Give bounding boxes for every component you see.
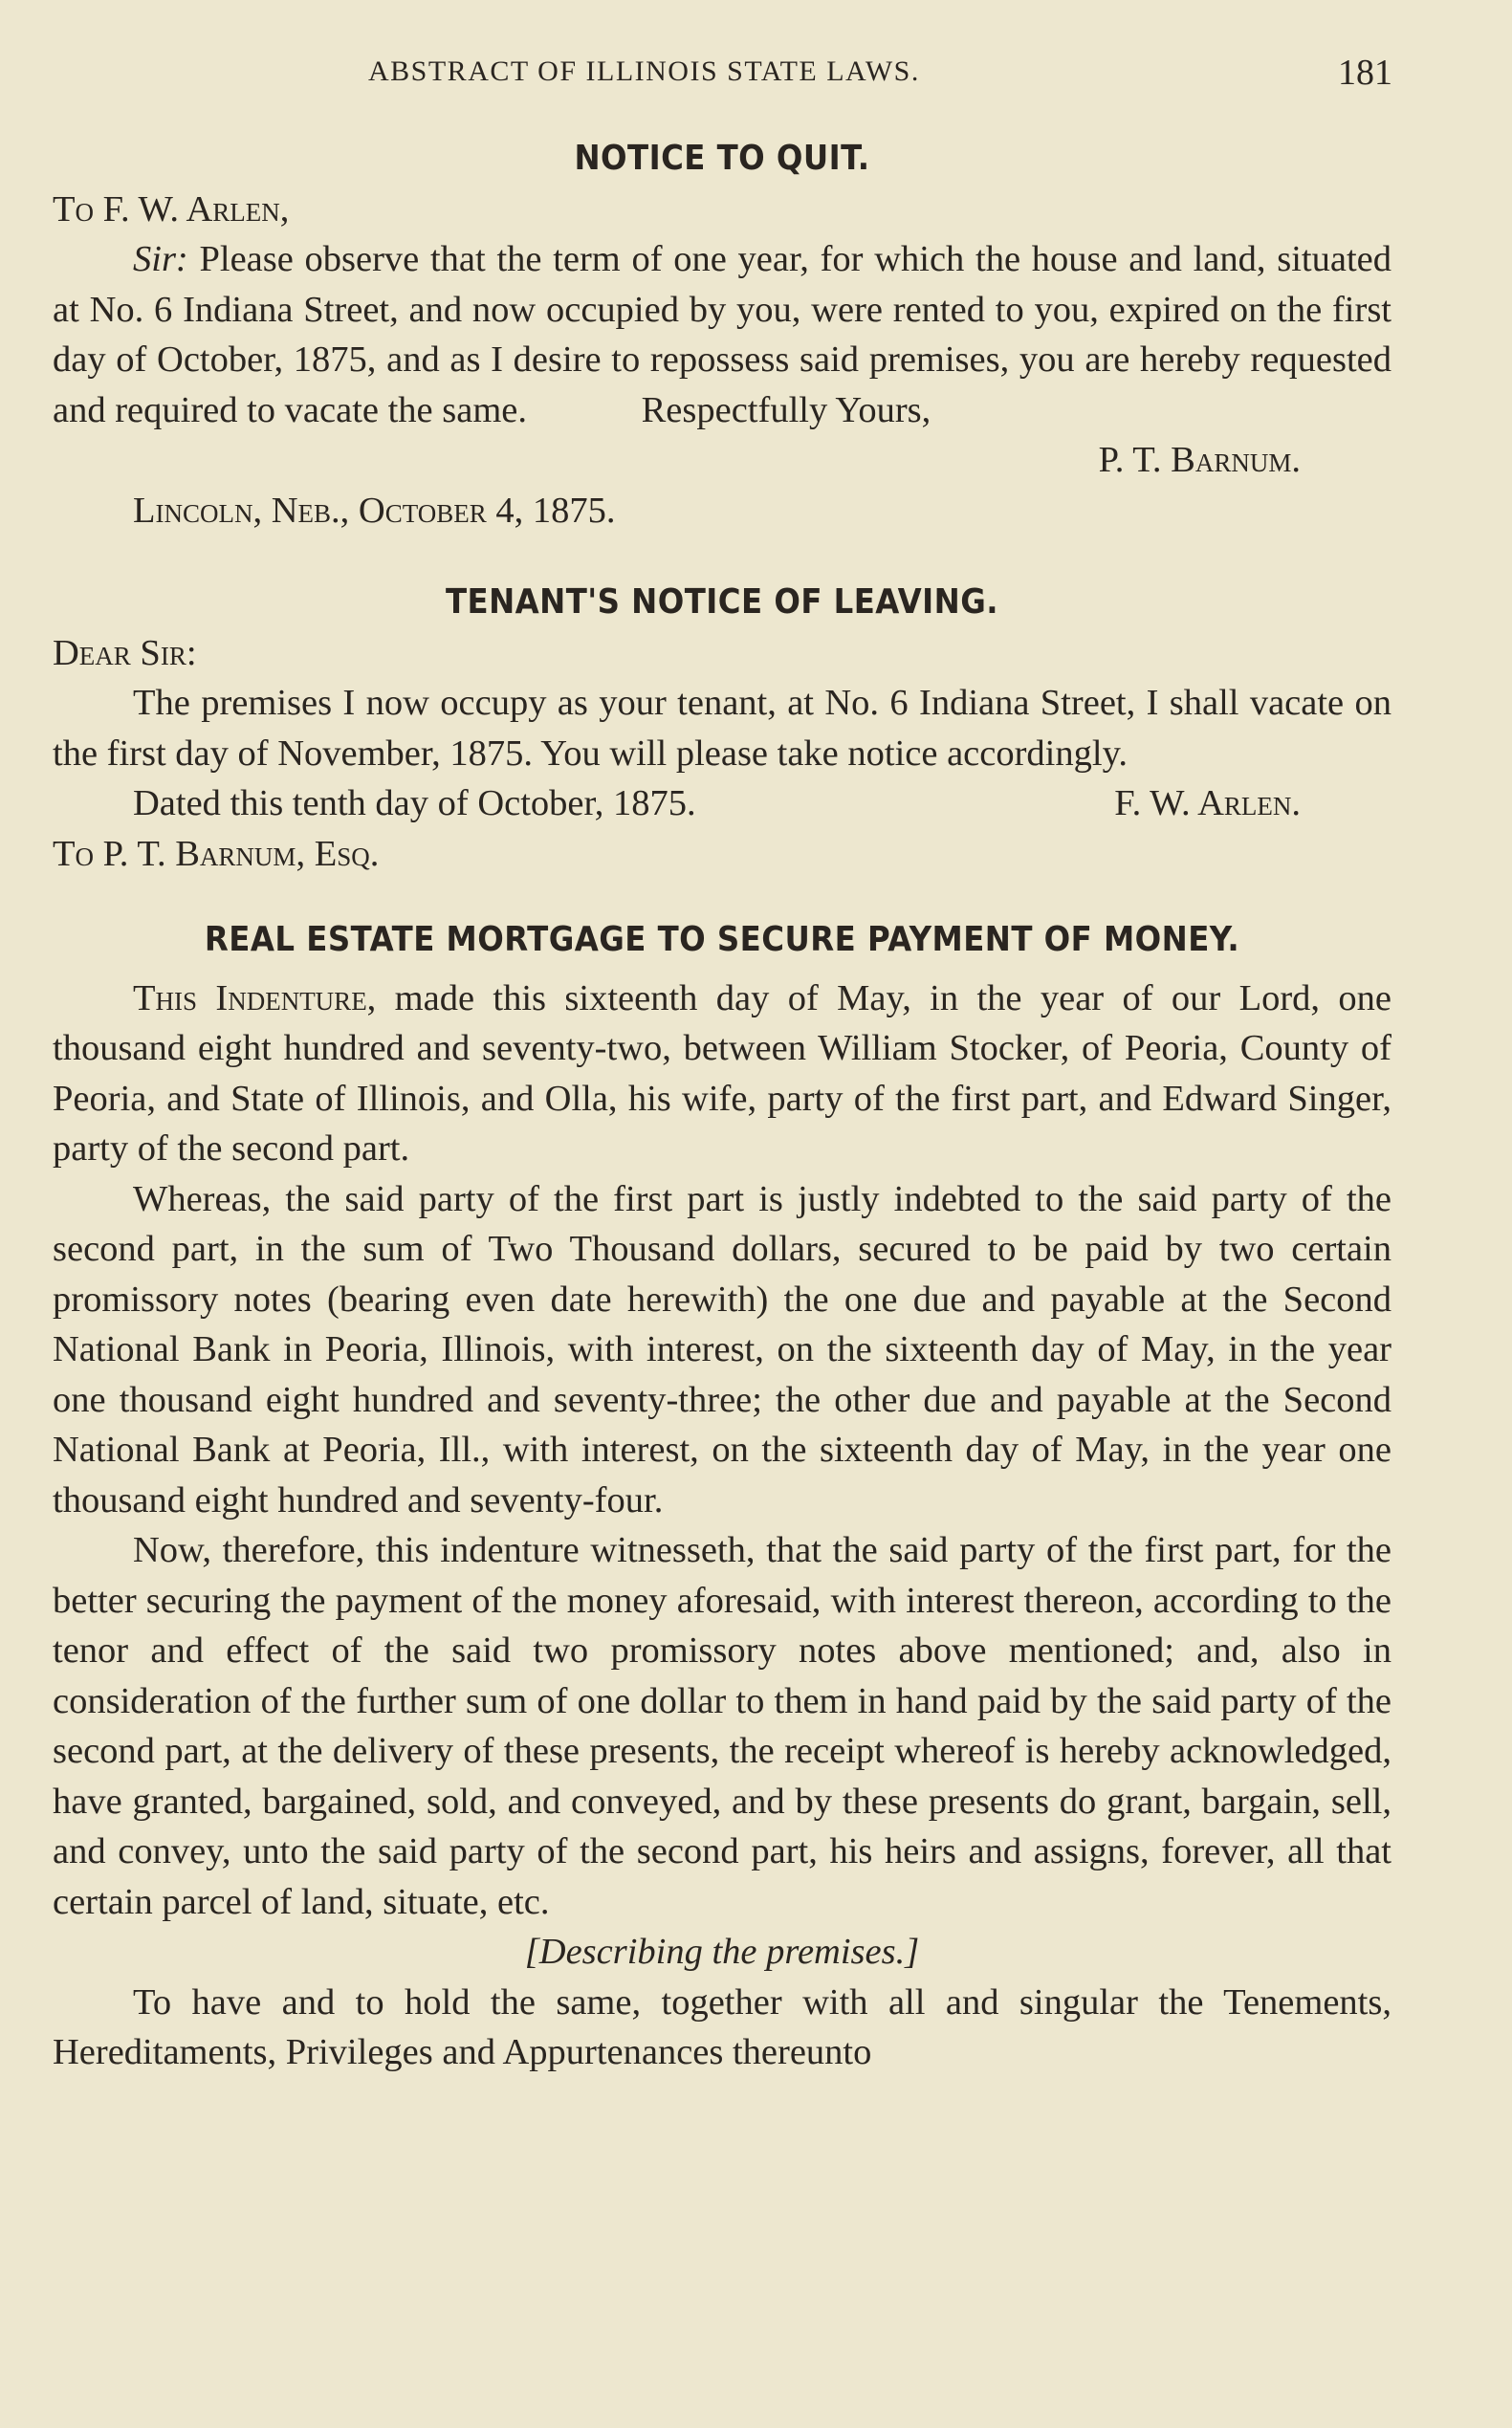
mortgage-paragraph-3: Now, therefore, this indenture witnesseth, that the said party of the first part, for the better securing the payment of the money aforesaid, with interest thereon, according to the tenor and effect of the said two promissory notes above mentioned; and, also in consideration of the further sum of one dollar to them in hand paid by the said party of the second part, at the delivery of these presents, the receipt whereof is hereby acknowledged, have granted, bargained, sold, and conveyed, and by these presents do grant, bargain, sell, and convey, unto the said party of the second part, his heirs and assigns, forever, all that certain parcel of land, situate, etc.: [53, 1530, 1391, 1922]
tenant-signature: F. W. Arlen.: [1114, 783, 1301, 823]
mortgage-paragraph-4: To have and to hold the same, together with all and singular the Tenements, Hereditaments, Privileges and Appurtenances thereunto: [53, 1981, 1391, 2072]
indenture-opening: This Indenture,: [133, 977, 377, 1018]
tenant-dated: Dated this tenth day of October, 1875.: [133, 783, 696, 823]
notice-to-quit-title: NOTICE TO QUIT.: [574, 139, 870, 178]
tenant-body: The premises I now occupy as your tenant, at No. 6 Indiana Street, I shall vacate on the first day of November, 1875. You will please take notice accordingly.: [53, 683, 1391, 774]
notice-salutation: Sir:: [133, 239, 188, 279]
page-content: [53, 134, 1391, 2078]
running-title: ABSTRACT OF ILLINOIS STATE LAWS.: [368, 55, 920, 87]
notice-body: Sir: Please observe that the term of one year, for which the house and land, situated at No. 6 Indiana Street, and now occupied by you, were rented to you, expired on the first day of October, 1875, and as I desire to repossess said premises, you are hereby requested and required to vacate the same. Respectfully Yours,: [53, 239, 1391, 430]
notice-closing: Respectfully Yours,: [641, 389, 931, 430]
notice-signature: P. T. Barnum.: [1098, 440, 1301, 480]
page-number: 181: [1338, 53, 1392, 93]
notice-addressee: To F. W. Arlen,: [53, 188, 290, 230]
notice-to-quit-section: [53, 134, 1391, 536]
mortgage-paragraph-1: This Indenture, made this sixteenth day of May, in the year of our Lord, one thousand eight hundred and seventy-two, between William Stocker, of Peoria, County of Peoria, and State of Illinois, and Olla, his wife, party of the first part, and Edward Singer, party of the second part.: [53, 977, 1391, 1169]
tenant-salutation: Dear Sir:: [53, 632, 197, 673]
mortgage-paragraph-2: Whereas, the said party of the first part is justly indebted to the said party of the second part, in the sum of Two Thousand dollars, secured to be paid by two certain promissory notes (bearing even date herewith) the one due and payable at the Second National Bank in Peoria, Illinois, with interest, on the sixteenth day of May, in the year one thousand eight hundred and seventy-three; the other due and payable at the Second National Bank at Peoria, Ill., with interest, on the sixteenth day of May, in the year one thousand eight hundred and seventy-four.: [53, 1178, 1391, 1520]
describing-premises: [Describing the premises.]: [524, 1932, 920, 1972]
mortgage-section: [53, 915, 1391, 2078]
running-header: [368, 53, 1392, 93]
tenant-dated-row: [53, 778, 1391, 829]
tenant-notice-section: [53, 578, 1391, 879]
tenant-addressee: To P. T. Barnum, Esq.: [53, 833, 380, 874]
mortgage-title: REAL ESTATE MORTGAGE TO SECURE PAYMENT OF MONEY.: [204, 920, 1240, 959]
tenant-notice-title: TENANT'S NOTICE OF LEAVING.: [445, 582, 999, 622]
notice-place-date: Lincoln, Neb., October 4, 1875.: [133, 490, 616, 531]
